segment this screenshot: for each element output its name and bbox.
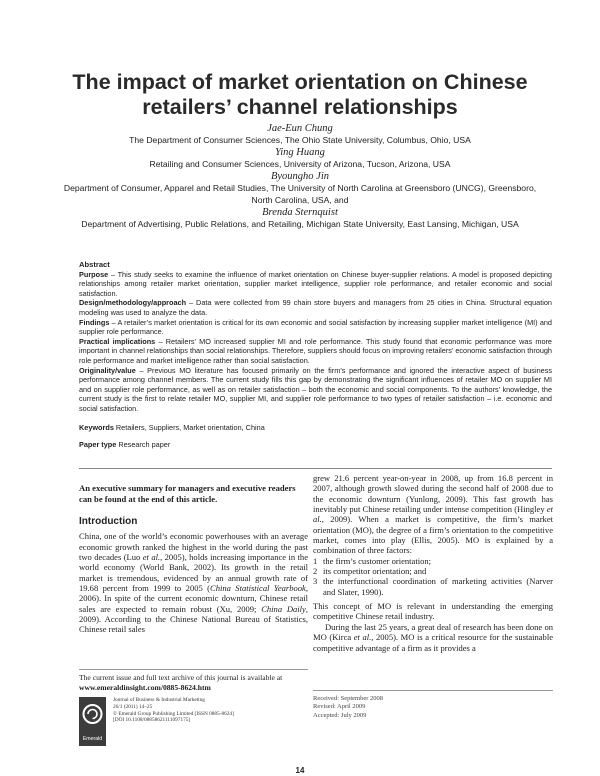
keywords-label: Keywords (79, 422, 114, 432)
list-number: 3 (313, 576, 318, 587)
footnote-divider (79, 669, 308, 670)
text-run: , 2009). When a market is competitive, the firm’s market orientation (MO), the degree of a firm’s orientation to the competitive market, comes into play (Ellis, 2005). MO is explained by a combination of three factors: (313, 514, 553, 556)
emerald-logo (79, 697, 106, 746)
logo-text: Emerald (82, 736, 103, 742)
abstract-findings (79, 318, 552, 337)
text-run: China Statistical Yearbook (210, 583, 306, 594)
archive-note (79, 673, 308, 692)
abstract-originality (79, 366, 552, 414)
title-line-2: retailers’ channel relationships (142, 95, 458, 119)
text-run: , 2005). MO is a critical resource for the sustainable competitive advantage of a firm as it provides a (313, 632, 553, 653)
factor-list (313, 556, 553, 597)
body-paragraph: This concept of MO is relevant in understanding the emerging competitive Chinese retail industry. (313, 601, 553, 622)
keywords-text: Retailers, Suppliers, Market orientation, China (113, 422, 265, 432)
list-number: 1 (313, 555, 318, 566)
text-run: China, one of the world’s economic powerhouses with an average economic growth ranked the highest in the world during the past two decades (Luo (79, 531, 308, 563)
findings-text: – A retailer’s market orientation is critical for its own economic and social satisfaction by increasing supplier market intelligence (MI) and supplier role performance. (79, 317, 552, 337)
list-text: its competitor orientation; and (323, 566, 427, 577)
body-paragraph (313, 473, 553, 556)
archive-url-link[interactable]: www.emeraldinsight.com/0885-8624.htm (79, 682, 211, 692)
purpose-text: – This study seeks to examine the influence of market orientation on Chinese buyer-supplier relations. A model is proposed depicting relationships among retailer market orientation, supplier market intelligence, supplier role performance, and retailer economic and social satisfaction. (79, 269, 552, 298)
author-affiliation: Department of Advertising, Public Relations, and Retailing, Michigan State University, East Lansing, Michigan, USA (81, 218, 519, 229)
list-text: the firm’s customer orientation; (323, 555, 431, 566)
journal-copyright: © Emerald Group Publishing Limited [ISSN 0885-8624] (113, 710, 234, 717)
introduction-heading: Introduction (79, 516, 138, 527)
accepted-date: Accepted: July 2009 (313, 711, 367, 719)
text-run: China Daily (261, 603, 306, 614)
originality-text: – Previous MO literature has focused primarily on the firm’s performance and ignored the interactive aspect of business performance among channel members. The current study fills this gap by demonstrating the significant influences of retailer MO on supplier MI and on supplier role performance, as well as on retailer satisfaction – both the economic and social components. To the authors’ knowledge, the current study is the first to relate retailer MO, supplier MI, and supplier role performance to two types of retailer satisfaction – i.e. economic and social satisfaction. (79, 365, 552, 413)
author-affiliation: Retailing and Consumer Sciences, University of Arizona, Tucson, Arizona, USA (149, 159, 451, 170)
text-run: et al. (142, 552, 161, 563)
abstract (79, 260, 552, 450)
author-affiliation: Department of Consumer, Apparel and Retail Studies, The University of North Carolina at Greensboro (UNCG), Greensboro, (63, 183, 537, 194)
text-run: et al. (353, 632, 372, 643)
design-text: – Data were collected from 99 chain store buyers and managers from 25 cities in China. Structural equation modeling was used to analyze the data. (79, 298, 552, 317)
received-date: Received: September 2008 (313, 695, 384, 702)
journal-info (113, 697, 313, 724)
purpose-label: Purpose (79, 269, 109, 279)
paper-type-label: Paper type (79, 440, 117, 450)
left-column (79, 483, 308, 635)
text-run: et al. (313, 504, 553, 525)
text-run: , 2009). According to the Chinese National Bureau of Statistics, Chinese retail sales (79, 603, 308, 635)
emerald-logo-icon (79, 697, 106, 746)
paper-type (79, 440, 552, 450)
page-number: 14 (295, 766, 305, 775)
originality-label: Originality/value (79, 365, 136, 375)
practical-label: Practical implications (79, 336, 156, 346)
paper-title (30, 70, 570, 120)
author-name: Ying Huang (275, 147, 325, 159)
dates-divider (313, 690, 553, 691)
keywords (79, 423, 552, 433)
abstract-design (79, 298, 552, 317)
list-item (313, 576, 553, 597)
journal-volume: 26/1 (2011) 14–25 (113, 703, 153, 710)
list-text: the interfunctional coordination of marketing activities (Narver and Slater, 1990). (323, 576, 553, 597)
executive-summary-note: An executive summary for managers and executive readers can be found at the end of this article. (79, 483, 296, 504)
author-affiliation-cont: North Carolina, USA, and (251, 194, 349, 205)
text-run: grew 21.6 percent year-on-year in 2008, up from 16.8 percent in 2007, although growth slowed during the second half of 2008 due to the economic downturn (Yunlong, 2009). This fast growth has inevitably put Chinese retailing under intense competition (Hingley (313, 473, 553, 515)
intro-paragraph (79, 531, 308, 634)
journal-name: Journal of Business & Industrial Marketing (113, 697, 205, 703)
author-name: Byoungho Jin (270, 171, 330, 183)
abstract-heading: Abstract (79, 260, 110, 269)
journal-doi: [DOI 10.1108/08858621111097175] (113, 717, 191, 724)
author-affiliation: The Department of Consumer Sciences, The Ohio State University, Columbus, Ohio, USA (129, 135, 471, 145)
findings-label: Findings (79, 317, 110, 327)
author-name: Jae-Eun Chung (267, 123, 333, 134)
archive-note-text: The current issue and full text archive of this journal is available at (79, 673, 283, 682)
abstract-practical (79, 337, 552, 366)
submission-dates (313, 695, 473, 720)
body-paragraph (313, 622, 553, 653)
list-number: 2 (313, 566, 318, 577)
author-block (10, 123, 590, 230)
paper-type-text: Research paper (116, 440, 171, 450)
title-line-1: The impact of market orientation on Chinese (72, 70, 528, 94)
list-item (313, 556, 553, 566)
right-column (313, 473, 553, 653)
design-label: Design/methodology/approach (79, 298, 187, 308)
text-run: , 2005), holds increasing importance in the world economy (World Bank, 2002). Its growth in the retail market is tremendous, evidenced by an annual growth rate of 19.68 percent from 1999 to 2005 ( (79, 552, 308, 594)
abstract-purpose (79, 270, 552, 299)
list-item (313, 566, 553, 576)
author-name: Brenda Sternquist (262, 206, 338, 218)
section-divider (79, 468, 552, 469)
text-run: During the last 25 years, a great deal of research has been done on MO (Kirca (313, 621, 553, 643)
practical-text: – Retailers’ MO increased supplier MI and role performance. This study found that economic performance was more important in channel relationships than social relationships. Therefore, suppliers should focus on improving retailers’ economic satisfaction through role performance and market intelligence rather than social satisfaction. (79, 336, 552, 365)
revised-date: Revised: April 2009 (313, 703, 366, 711)
text-run: , 2006). In spite of the current economic downturn, Chinese retail sales are expected to remain robust (Xu, 2009; (79, 583, 308, 614)
